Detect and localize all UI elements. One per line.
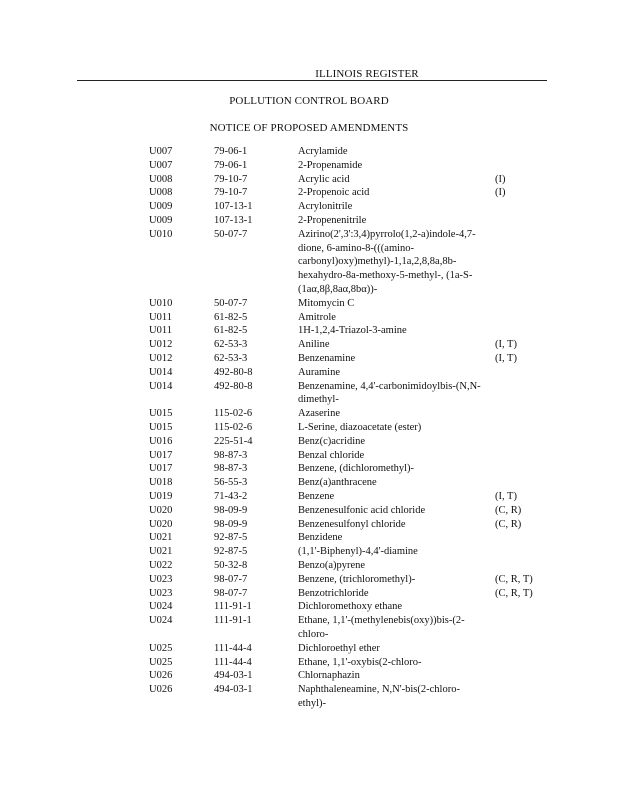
substance-name: Ethane, 1,1'-oxybis(2-chloro- xyxy=(298,656,422,668)
substance-name: Benzene xyxy=(298,491,335,502)
cas-number: 79-06-1 xyxy=(214,146,248,157)
substance-name: (1,1'-Biphenyl)-4,4'-diamine xyxy=(298,546,418,558)
substance-name: Chlornaphazin xyxy=(298,670,360,682)
register-header: ILLINOIS REGISTER xyxy=(315,68,419,80)
substance-name: Benzene, (dichloromethyl)- xyxy=(298,463,415,475)
waste-code: U007 xyxy=(149,146,173,157)
cas-number: 50-07-7 xyxy=(214,297,248,309)
substance-name: Acrylonitrile xyxy=(298,201,353,213)
hazard-code: (I, T) xyxy=(495,339,517,351)
cas-number: 79-10-7 xyxy=(214,187,248,199)
substance-name: Benzenamine, 4,4'-carbonimidoylbis-(N,N-dimethyl- xyxy=(298,380,481,406)
notice-title: NOTICE OF PROPOSED AMENDMENTS xyxy=(209,122,409,134)
substance-name: Naphthaleneamine, N,N'-bis(2-chloro-ethyl)- xyxy=(298,684,460,709)
substance-name: Azirino(2',3':3,4)pyrrolo(1,2-a)indole-4,7-dione, 6-amino-8-(((amino-carbonyl)oxy)methyl)-1,1a,2,8,8a,8b-hexahydro-8a-methoxy-5-methyl-, (1a-S-(1aα,8β,8aα,8bα))- xyxy=(298,228,476,295)
cas-number: 98-09-9 xyxy=(214,518,248,530)
cas-number: 50-07-7 xyxy=(214,228,248,240)
cas-number: 61-82-5 xyxy=(214,311,248,323)
waste-code: U008 xyxy=(149,173,173,185)
cas-number: 115-02-6 xyxy=(214,408,253,420)
waste-code: U021 xyxy=(149,546,173,558)
cas-number: 92-87-5 xyxy=(214,546,248,558)
cas-number: 111-91-1 xyxy=(214,601,252,613)
cas-number: 62-53-3 xyxy=(214,353,248,364)
waste-code: U012 xyxy=(149,353,173,364)
header-rule xyxy=(77,80,547,81)
cas-number: 115-02-6 xyxy=(214,422,253,433)
waste-code: U017 xyxy=(149,449,173,461)
cas-number: 225-51-4 xyxy=(214,435,253,447)
substance-name: Benzo(a)pyrene xyxy=(298,560,366,571)
waste-code: U020 xyxy=(149,518,173,530)
substance-name: Amitrole xyxy=(298,311,336,323)
waste-code: U022 xyxy=(149,560,173,571)
substance-name: 2-Propenamide xyxy=(298,159,363,171)
waste-code: U014 xyxy=(149,380,173,392)
hazard-code: (C, R) xyxy=(495,518,522,530)
waste-code: U023 xyxy=(149,573,173,585)
cas-number: 111-44-4 xyxy=(214,642,252,654)
substance-name: 2-Propenenitrile xyxy=(298,215,367,226)
substance-name: Benzenesulfonic acid chloride xyxy=(298,504,426,516)
substance-name: Dichloromethoxy ethane xyxy=(298,601,403,613)
waste-code: U007 xyxy=(149,159,173,171)
cas-number: 107-13-1 xyxy=(214,215,253,226)
cas-number: 98-87-3 xyxy=(214,463,248,475)
substance-name: 1H-1,2,4-Triazol-3-amine xyxy=(298,325,407,337)
cas-number: 494-03-1 xyxy=(214,684,253,696)
waste-code: U017 xyxy=(149,463,173,475)
cas-number: 98-09-9 xyxy=(214,504,248,516)
cas-number: 92-87-5 xyxy=(214,532,248,544)
waste-code: U011 xyxy=(149,325,172,337)
substance-name: Acrylamide xyxy=(298,146,348,157)
waste-code: U025 xyxy=(149,656,173,668)
substance-name: Benzidene xyxy=(298,532,343,544)
cas-number: 98-87-3 xyxy=(214,449,248,461)
cas-number: 98-07-7 xyxy=(214,587,248,599)
cas-number: 61-82-5 xyxy=(214,325,248,337)
substance-name: Benz(c)acridine xyxy=(298,435,366,447)
substance-name: Ethane, 1,1'-(methylenebis(oxy))bis-(2-chloro- xyxy=(298,615,465,640)
waste-code: U015 xyxy=(149,422,173,433)
hazard-code: (C, R) xyxy=(495,504,522,516)
board-title: POLLUTION CONTROL BOARD xyxy=(229,95,389,107)
substance-name: Acrylic acid xyxy=(298,173,350,185)
waste-code: U010 xyxy=(149,297,173,309)
substance-name: Benzenamine xyxy=(298,353,356,364)
waste-code: U026 xyxy=(149,670,173,682)
cas-number: 494-03-1 xyxy=(214,670,253,682)
substance-name: Aniline xyxy=(298,339,330,351)
cas-number: 71-43-2 xyxy=(214,491,248,502)
cas-number: 98-07-7 xyxy=(214,573,248,585)
waste-code: U016 xyxy=(149,435,173,447)
substance-name: Benzenesulfonyl chloride xyxy=(298,518,406,530)
cas-number: 56-55-3 xyxy=(214,477,248,489)
cas-number: 62-53-3 xyxy=(214,339,248,351)
cas-number: 50-32-8 xyxy=(214,560,248,571)
cas-number: 492-80-8 xyxy=(214,366,253,378)
substance-name: Benzal chloride xyxy=(298,449,365,461)
waste-code: U026 xyxy=(149,684,173,696)
substance-name: Benzotrichloride xyxy=(298,587,369,599)
hazard-code: (C, R, T) xyxy=(495,587,533,599)
hazard-code: (I, T) xyxy=(495,353,517,364)
cas-number: 111-91-1 xyxy=(214,615,252,627)
waste-code: U015 xyxy=(149,408,173,420)
hazard-code: (I, T) xyxy=(495,491,517,502)
waste-code: U012 xyxy=(149,339,173,351)
waste-code: U024 xyxy=(149,601,173,613)
substance-name: Mitomycin C xyxy=(298,297,355,309)
hazard-code: (I) xyxy=(495,173,506,185)
waste-code: U011 xyxy=(149,311,172,323)
waste-code: U018 xyxy=(149,477,173,489)
substance-name: Auramine xyxy=(298,366,340,378)
hazard-code: (I) xyxy=(495,187,506,199)
hazard-code: (C, R, T) xyxy=(495,573,533,585)
substance-name: L-Serine, diazoacetate (ester) xyxy=(298,422,422,433)
substance-name: Dichloroethyl ether xyxy=(298,642,380,654)
substance-name: Benzene, (trichloromethyl)- xyxy=(298,573,416,585)
cas-number: 492-80-8 xyxy=(214,380,253,392)
cas-number: 79-06-1 xyxy=(214,159,248,171)
substance-name: Benz(a)anthracene xyxy=(298,477,377,489)
cas-number: 107-13-1 xyxy=(214,201,253,213)
waste-code: U021 xyxy=(149,532,173,544)
substance-name: 2-Propenoic acid xyxy=(298,187,370,199)
waste-code: U023 xyxy=(149,587,173,599)
waste-code: U008 xyxy=(149,187,173,199)
waste-code: U020 xyxy=(149,504,173,516)
cas-number: 79-10-7 xyxy=(214,173,248,185)
cas-number: 111-44-4 xyxy=(214,656,252,668)
waste-code: U024 xyxy=(149,615,173,627)
waste-code: U025 xyxy=(149,642,173,654)
waste-code: U019 xyxy=(149,491,173,502)
waste-code: U014 xyxy=(149,366,173,378)
waste-code: U009 xyxy=(149,201,173,213)
waste-code: U009 xyxy=(149,215,173,226)
waste-code: U010 xyxy=(149,228,173,240)
substance-name: Azaserine xyxy=(298,408,340,420)
